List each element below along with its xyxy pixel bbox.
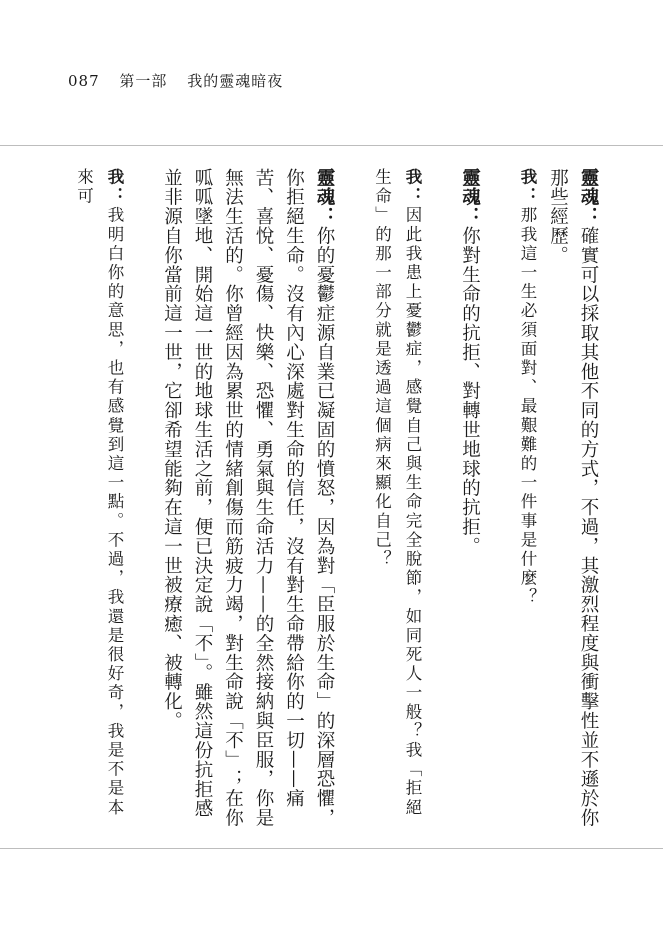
paragraph-text: 因此我患上憂鬱症，感覺自己與生命完全脫節，如同死人一般？我「拒絕生命」的那一部分就是透過這個病來顯化自己？ bbox=[372, 168, 422, 818]
body-text bbox=[43, 168, 603, 828]
paragraph-soul-1 bbox=[542, 168, 603, 828]
speaker-label: 靈魂： bbox=[578, 168, 599, 227]
chapter-title: 我的靈魂暗夜 bbox=[187, 72, 284, 90]
paragraph-me-3 bbox=[68, 168, 129, 828]
speaker-label: 我： bbox=[105, 168, 124, 207]
paragraph-text: 你對生命的抗拒、對轉世地球的抗拒。 bbox=[459, 226, 481, 557]
footer-rule bbox=[0, 848, 663, 849]
header-rule bbox=[0, 145, 663, 146]
paragraph-me-1 bbox=[512, 168, 543, 828]
page-number: 087 bbox=[68, 72, 100, 90]
paragraph-soul-2 bbox=[454, 168, 485, 828]
paragraph-text: 我明白你的意思，也有感覺到這一點。不過，我還是很好奇，我是不是本來可 bbox=[74, 168, 124, 818]
speaker-label: 靈魂： bbox=[459, 168, 481, 227]
part-title: 第一部 bbox=[119, 72, 168, 90]
speaker-label: 我： bbox=[403, 168, 422, 207]
paragraph-soul-3 bbox=[156, 168, 339, 828]
paragraph-me-2 bbox=[366, 168, 427, 828]
paragraph-text: 確實可以採取其他不同的方式，不過，其激烈程度與衝擊性並不遜於你那些經歷。 bbox=[547, 168, 599, 828]
speaker-label: 我： bbox=[518, 168, 537, 207]
paragraph-text: 那我這一生必須面對、最艱難的一件事是什麼？ bbox=[518, 206, 537, 608]
paragraph-text: 你的憂鬱症源自業已凝固的憤怒，因為對「臣服於生命」的深層恐懼，你拒絕生命。沒有內心深處對生命的信任，沒有對生命帶給你的一切——痛苦、喜悅、憂傷、快樂、恐懼、勇氣與生命活力——的全然接納與臣服，你是無法生活的。你曾經因為累世的情緒創傷而筋疲力竭，對生命說「不」；在你呱呱墜地、開始這一世的地球生活之前，便已決定說「不」。雖然這份抗拒感並非源自你當前這一世，它卻希望能夠在這一世被療癒、被轉化。 bbox=[161, 168, 335, 828]
running-header bbox=[68, 70, 283, 91]
speaker-label: 靈魂： bbox=[314, 168, 335, 227]
